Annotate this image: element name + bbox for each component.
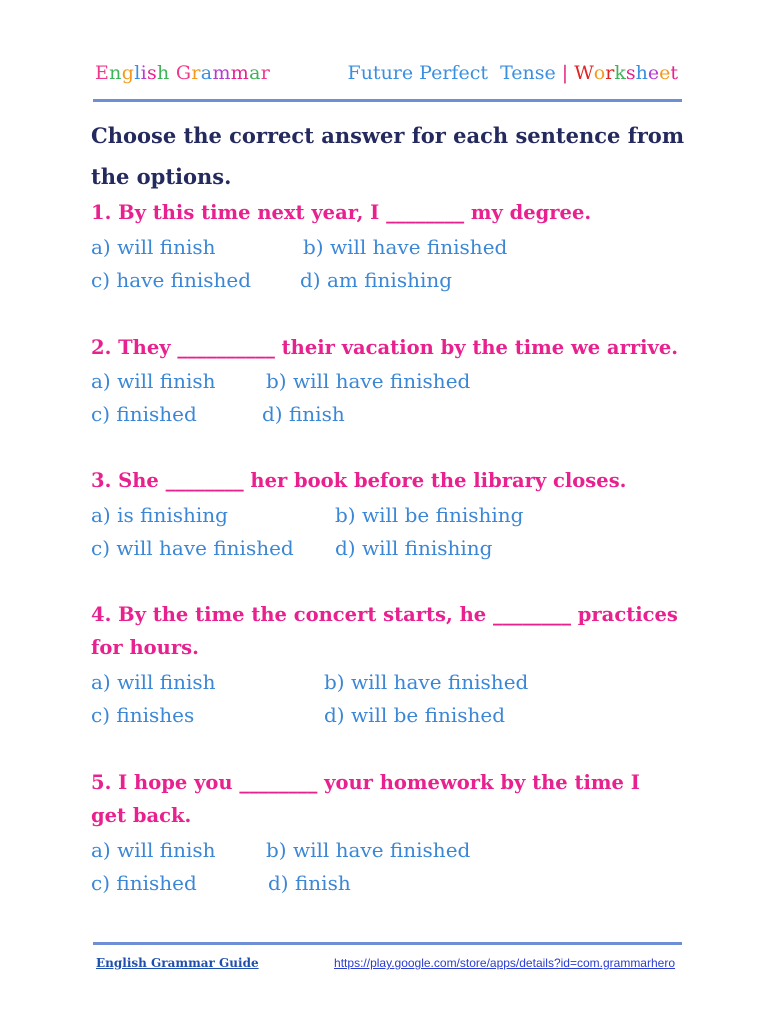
brand-letter: m	[230, 62, 250, 84]
q5-option-c[interactable]: c) finished	[91, 871, 197, 895]
brand-letter: G	[175, 62, 192, 84]
worksheet-letter: h	[635, 62, 648, 84]
q5-option-d[interactable]: d) finish	[268, 871, 351, 895]
q1-option-d[interactable]: d) am finishing	[300, 268, 453, 292]
brand-letter: a	[200, 62, 213, 84]
q2-option-c[interactable]: c) finished	[91, 402, 197, 426]
q3-option-d[interactable]: d) will finishing	[335, 536, 493, 560]
q3-option-c[interactable]: c) will have finished	[91, 536, 294, 560]
page-header	[95, 62, 682, 92]
question-4: 4. By the time the concert starts, he ________ practices for hours.	[91, 603, 678, 659]
brand-letter: a	[249, 62, 261, 84]
q1-option-a[interactable]: a) will finish	[91, 235, 216, 259]
brand-letter: g	[121, 62, 135, 84]
question-2: 2. They __________ their vacation by the time we arrive.	[91, 336, 679, 359]
q5-option-a[interactable]: a) will finish	[91, 838, 216, 862]
worksheet-label	[574, 62, 678, 84]
worksheet-letter: W	[574, 62, 594, 84]
worksheet-letter: e	[659, 62, 671, 84]
q1-option-b[interactable]: b) will have finished	[303, 235, 508, 259]
brand-letter: r	[191, 62, 201, 84]
brand-letter: i	[140, 62, 147, 84]
question-3: 3. She ________ her book before the library closes.	[91, 469, 627, 492]
q2-option-a[interactable]: a) will finish	[91, 369, 216, 393]
q4-option-d[interactable]: d) will be finished	[324, 703, 506, 727]
q3-option-b[interactable]: b) will be finishing	[335, 503, 524, 527]
header-separator: |	[561, 62, 569, 84]
q2-option-b[interactable]: b) will have finished	[266, 369, 471, 393]
brand-letter: r	[260, 62, 271, 84]
brand-letter: E	[95, 62, 110, 84]
q3-option-a[interactable]: a) is finishing	[91, 503, 228, 527]
q1-option-c[interactable]: c) have finished	[91, 268, 252, 292]
q4-option-a[interactable]: a) will finish	[91, 670, 216, 694]
footer-guide-link[interactable]: English Grammar Guide	[96, 956, 259, 970]
brand-letter: s	[146, 62, 158, 84]
worksheet-letter: r	[605, 62, 615, 84]
instruction-heading: Choose the correct answer for each sentence from the options.	[91, 123, 685, 189]
worksheet-letter: o	[593, 62, 606, 84]
brand-letter: l	[134, 62, 141, 84]
q2-option-d[interactable]: d) finish	[262, 402, 345, 426]
footer-divider	[93, 942, 682, 945]
q4-option-b[interactable]: b) will have finished	[324, 670, 529, 694]
brand-letter: m	[212, 62, 231, 84]
worksheet-letter: t	[670, 62, 678, 84]
worksheet-letter: k	[614, 62, 626, 84]
topic-label: Future Perfect Tense	[347, 62, 556, 84]
worksheet-letter: s	[625, 62, 636, 84]
q4-option-c[interactable]: c) finishes	[91, 703, 195, 727]
worksheet-letter: e	[647, 62, 660, 84]
brand-letter: h	[157, 62, 170, 84]
footer-app-link[interactable]: https://play.google.com/store/apps/details?id=com.grammarhero	[334, 956, 675, 970]
question-1: 1. By this time next year, I ________ my degree.	[91, 201, 592, 224]
brand-letter: n	[109, 62, 122, 84]
header-divider	[93, 99, 682, 102]
topic-title	[348, 62, 678, 84]
question-5: 5. I hope you ________ your homework by the time I get back.	[91, 771, 640, 827]
q5-option-b[interactable]: b) will have finished	[266, 838, 471, 862]
brand-title	[95, 62, 270, 84]
